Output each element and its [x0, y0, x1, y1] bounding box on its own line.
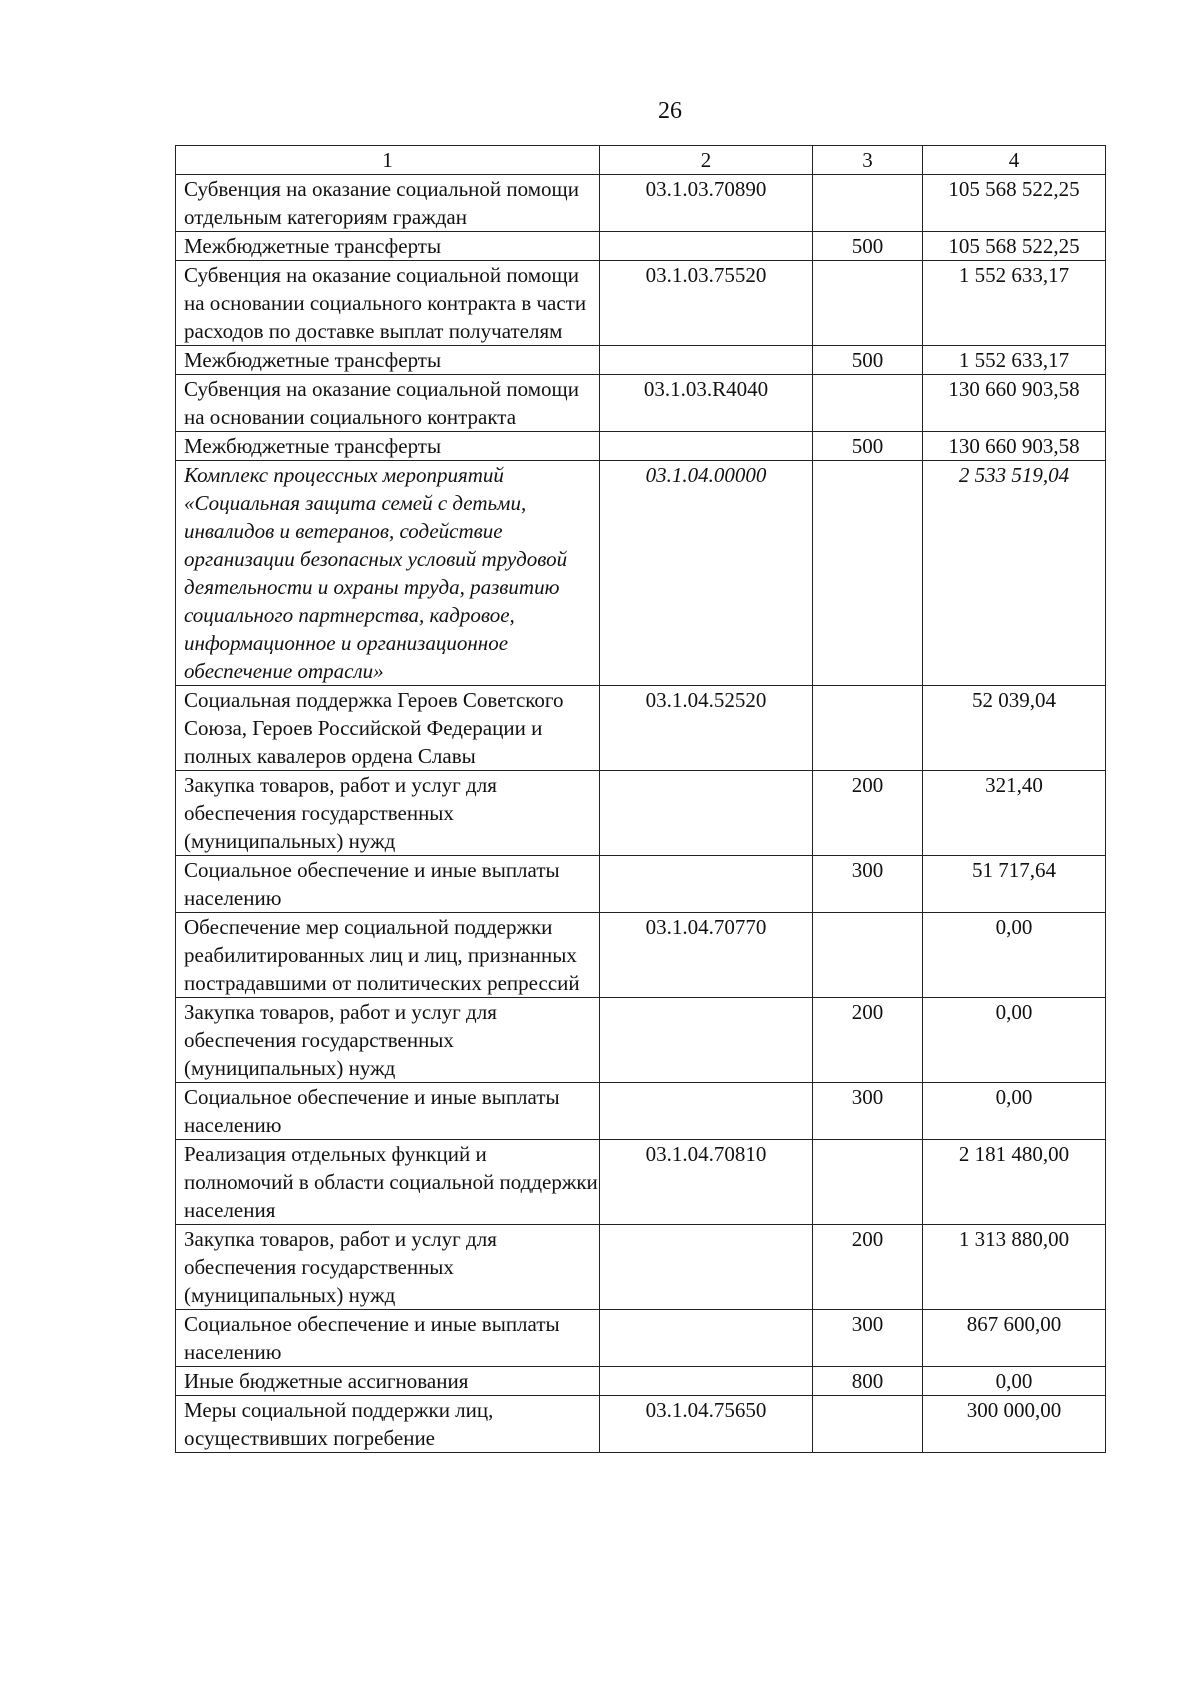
- amount-cell: 0,00: [923, 998, 1106, 1083]
- amount-cell: 51 717,64: [923, 856, 1106, 913]
- table-row: [176, 1396, 1106, 1453]
- program-code-cell: [600, 1310, 813, 1367]
- expense-name-cell: Иные бюджетные ассигнования: [176, 1367, 600, 1396]
- expense-name-cell: Межбюджетные трансферты: [176, 432, 600, 461]
- amount-cell: 300 000,00: [923, 1396, 1106, 1453]
- program-code-cell: [600, 771, 813, 856]
- budget-table: [175, 145, 1106, 1453]
- table-header-row: [176, 146, 1106, 175]
- amount-cell: 2 181 480,00: [923, 1140, 1106, 1225]
- table-row: [176, 771, 1106, 856]
- program-code-cell: 03.1.04.70770: [600, 913, 813, 998]
- table-row: [176, 232, 1106, 261]
- header-cell-2: 2: [600, 146, 813, 175]
- program-code-cell: 03.1.04.70810: [600, 1140, 813, 1225]
- expense-type-cell: [813, 1140, 923, 1225]
- table-row: [176, 913, 1106, 998]
- program-code-cell: [600, 432, 813, 461]
- expense-name-cell: Реализация отдельных функций и полномочий в области социальной поддержки населения: [176, 1140, 600, 1225]
- amount-cell: 105 568 522,25: [923, 175, 1106, 232]
- amount-cell: 2 533 519,04: [923, 461, 1106, 686]
- header-cell-4: 4: [923, 146, 1106, 175]
- expense-type-cell: 500: [813, 232, 923, 261]
- amount-cell: 0,00: [923, 1083, 1106, 1140]
- program-code-cell: 03.1.03.R4040: [600, 375, 813, 432]
- expense-name-cell: Меры социальной поддержки лиц, осуществивших погребение: [176, 1396, 600, 1453]
- expense-name-cell: Субвенция на оказание социальной помощи на основании социального контракта: [176, 375, 600, 432]
- table-row: [176, 461, 1106, 686]
- expense-type-cell: [813, 261, 923, 346]
- expense-name-cell: Межбюджетные трансферты: [176, 232, 600, 261]
- table-row: [176, 1367, 1106, 1396]
- table-row: [176, 1225, 1106, 1310]
- expense-name-cell: Социальное обеспечение и иные выплаты населению: [176, 1310, 600, 1367]
- expense-type-cell: [813, 375, 923, 432]
- expense-name-cell: Закупка товаров, работ и услуг для обеспечения государственных (муниципальных) нужд: [176, 771, 600, 856]
- program-code-cell: [600, 998, 813, 1083]
- expense-name-cell: Субвенция на оказание социальной помощи отдельным категориям граждан: [176, 175, 600, 232]
- table-row: [176, 432, 1106, 461]
- table-row: [176, 686, 1106, 771]
- amount-cell: 52 039,04: [923, 686, 1106, 771]
- expense-type-cell: [813, 686, 923, 771]
- program-code-cell: [600, 1083, 813, 1140]
- amount-cell: 130 660 903,58: [923, 432, 1106, 461]
- program-code-cell: 03.1.04.75650: [600, 1396, 813, 1453]
- expense-name-cell: Закупка товаров, работ и услуг для обеспечения государственных (муниципальных) нужд: [176, 1225, 600, 1310]
- amount-cell: 1 552 633,17: [923, 346, 1106, 375]
- table-row: [176, 175, 1106, 232]
- amount-cell: 130 660 903,58: [923, 375, 1106, 432]
- expense-type-cell: 300: [813, 1310, 923, 1367]
- expense-name-cell: Обеспечение мер социальной поддержки реабилитированных лиц и лиц, признанных пострадавшими от политических репрессий: [176, 913, 600, 998]
- header-cell-1: 1: [176, 146, 600, 175]
- expense-name-cell: Социальное обеспечение и иные выплаты населению: [176, 1083, 600, 1140]
- table-row: [176, 856, 1106, 913]
- expense-type-cell: 300: [813, 856, 923, 913]
- program-code-cell: [600, 1367, 813, 1396]
- expense-type-cell: 500: [813, 346, 923, 375]
- program-code-cell: [600, 1225, 813, 1310]
- table-row: [176, 1140, 1106, 1225]
- expense-type-cell: 500: [813, 432, 923, 461]
- budget-table-body: [176, 146, 1106, 1453]
- expense-name-cell: Субвенция на оказание социальной помощи на основании социального контракта в части расходов по доставке выплат получателям: [176, 261, 600, 346]
- amount-cell: 0,00: [923, 913, 1106, 998]
- expense-name-cell: Социальная поддержка Героев Советского Союза, Героев Российской Федерации и полных кавалеров ордена Славы: [176, 686, 600, 771]
- table-row: [176, 1310, 1106, 1367]
- header-cell-3: 3: [813, 146, 923, 175]
- program-code-cell: 03.1.04.00000: [600, 461, 813, 686]
- expense-name-cell: Межбюджетные трансферты: [176, 346, 600, 375]
- table-row: [176, 346, 1106, 375]
- table-row: [176, 261, 1106, 346]
- expense-type-cell: 200: [813, 998, 923, 1083]
- expense-type-cell: 800: [813, 1367, 923, 1396]
- expense-type-cell: [813, 1396, 923, 1453]
- amount-cell: 105 568 522,25: [923, 232, 1106, 261]
- amount-cell: 0,00: [923, 1367, 1106, 1396]
- expense-type-cell: 300: [813, 1083, 923, 1140]
- table-row: [176, 1083, 1106, 1140]
- amount-cell: 1 313 880,00: [923, 1225, 1106, 1310]
- program-code-cell: [600, 856, 813, 913]
- program-code-cell: 03.1.03.70890: [600, 175, 813, 232]
- table-row: [176, 998, 1106, 1083]
- expense-name-cell: Социальное обеспечение и иные выплаты населению: [176, 856, 600, 913]
- expense-type-cell: [813, 913, 923, 998]
- expense-type-cell: [813, 175, 923, 232]
- page-number: 26: [658, 98, 682, 124]
- expense-name-cell: Закупка товаров, работ и услуг для обеспечения государственных (муниципальных) нужд: [176, 998, 600, 1083]
- program-code-cell: [600, 232, 813, 261]
- program-code-cell: [600, 346, 813, 375]
- expense-type-cell: 200: [813, 771, 923, 856]
- program-code-cell: 03.1.04.52520: [600, 686, 813, 771]
- table-row: [176, 375, 1106, 432]
- amount-cell: 321,40: [923, 771, 1106, 856]
- expense-type-cell: 200: [813, 1225, 923, 1310]
- program-code-cell: 03.1.03.75520: [600, 261, 813, 346]
- amount-cell: 1 552 633,17: [923, 261, 1106, 346]
- expense-name-cell: Комплекс процессных мероприятий «Социальная защита семей с детьми, инвалидов и ветеранов, содействие организации безопасных условий трудовой деятельности и охраны труда, развитию социального партнерства, кадровое, информационное и организационное обеспечение отрасли»: [176, 461, 600, 686]
- expense-type-cell: [813, 461, 923, 686]
- amount-cell: 867 600,00: [923, 1310, 1106, 1367]
